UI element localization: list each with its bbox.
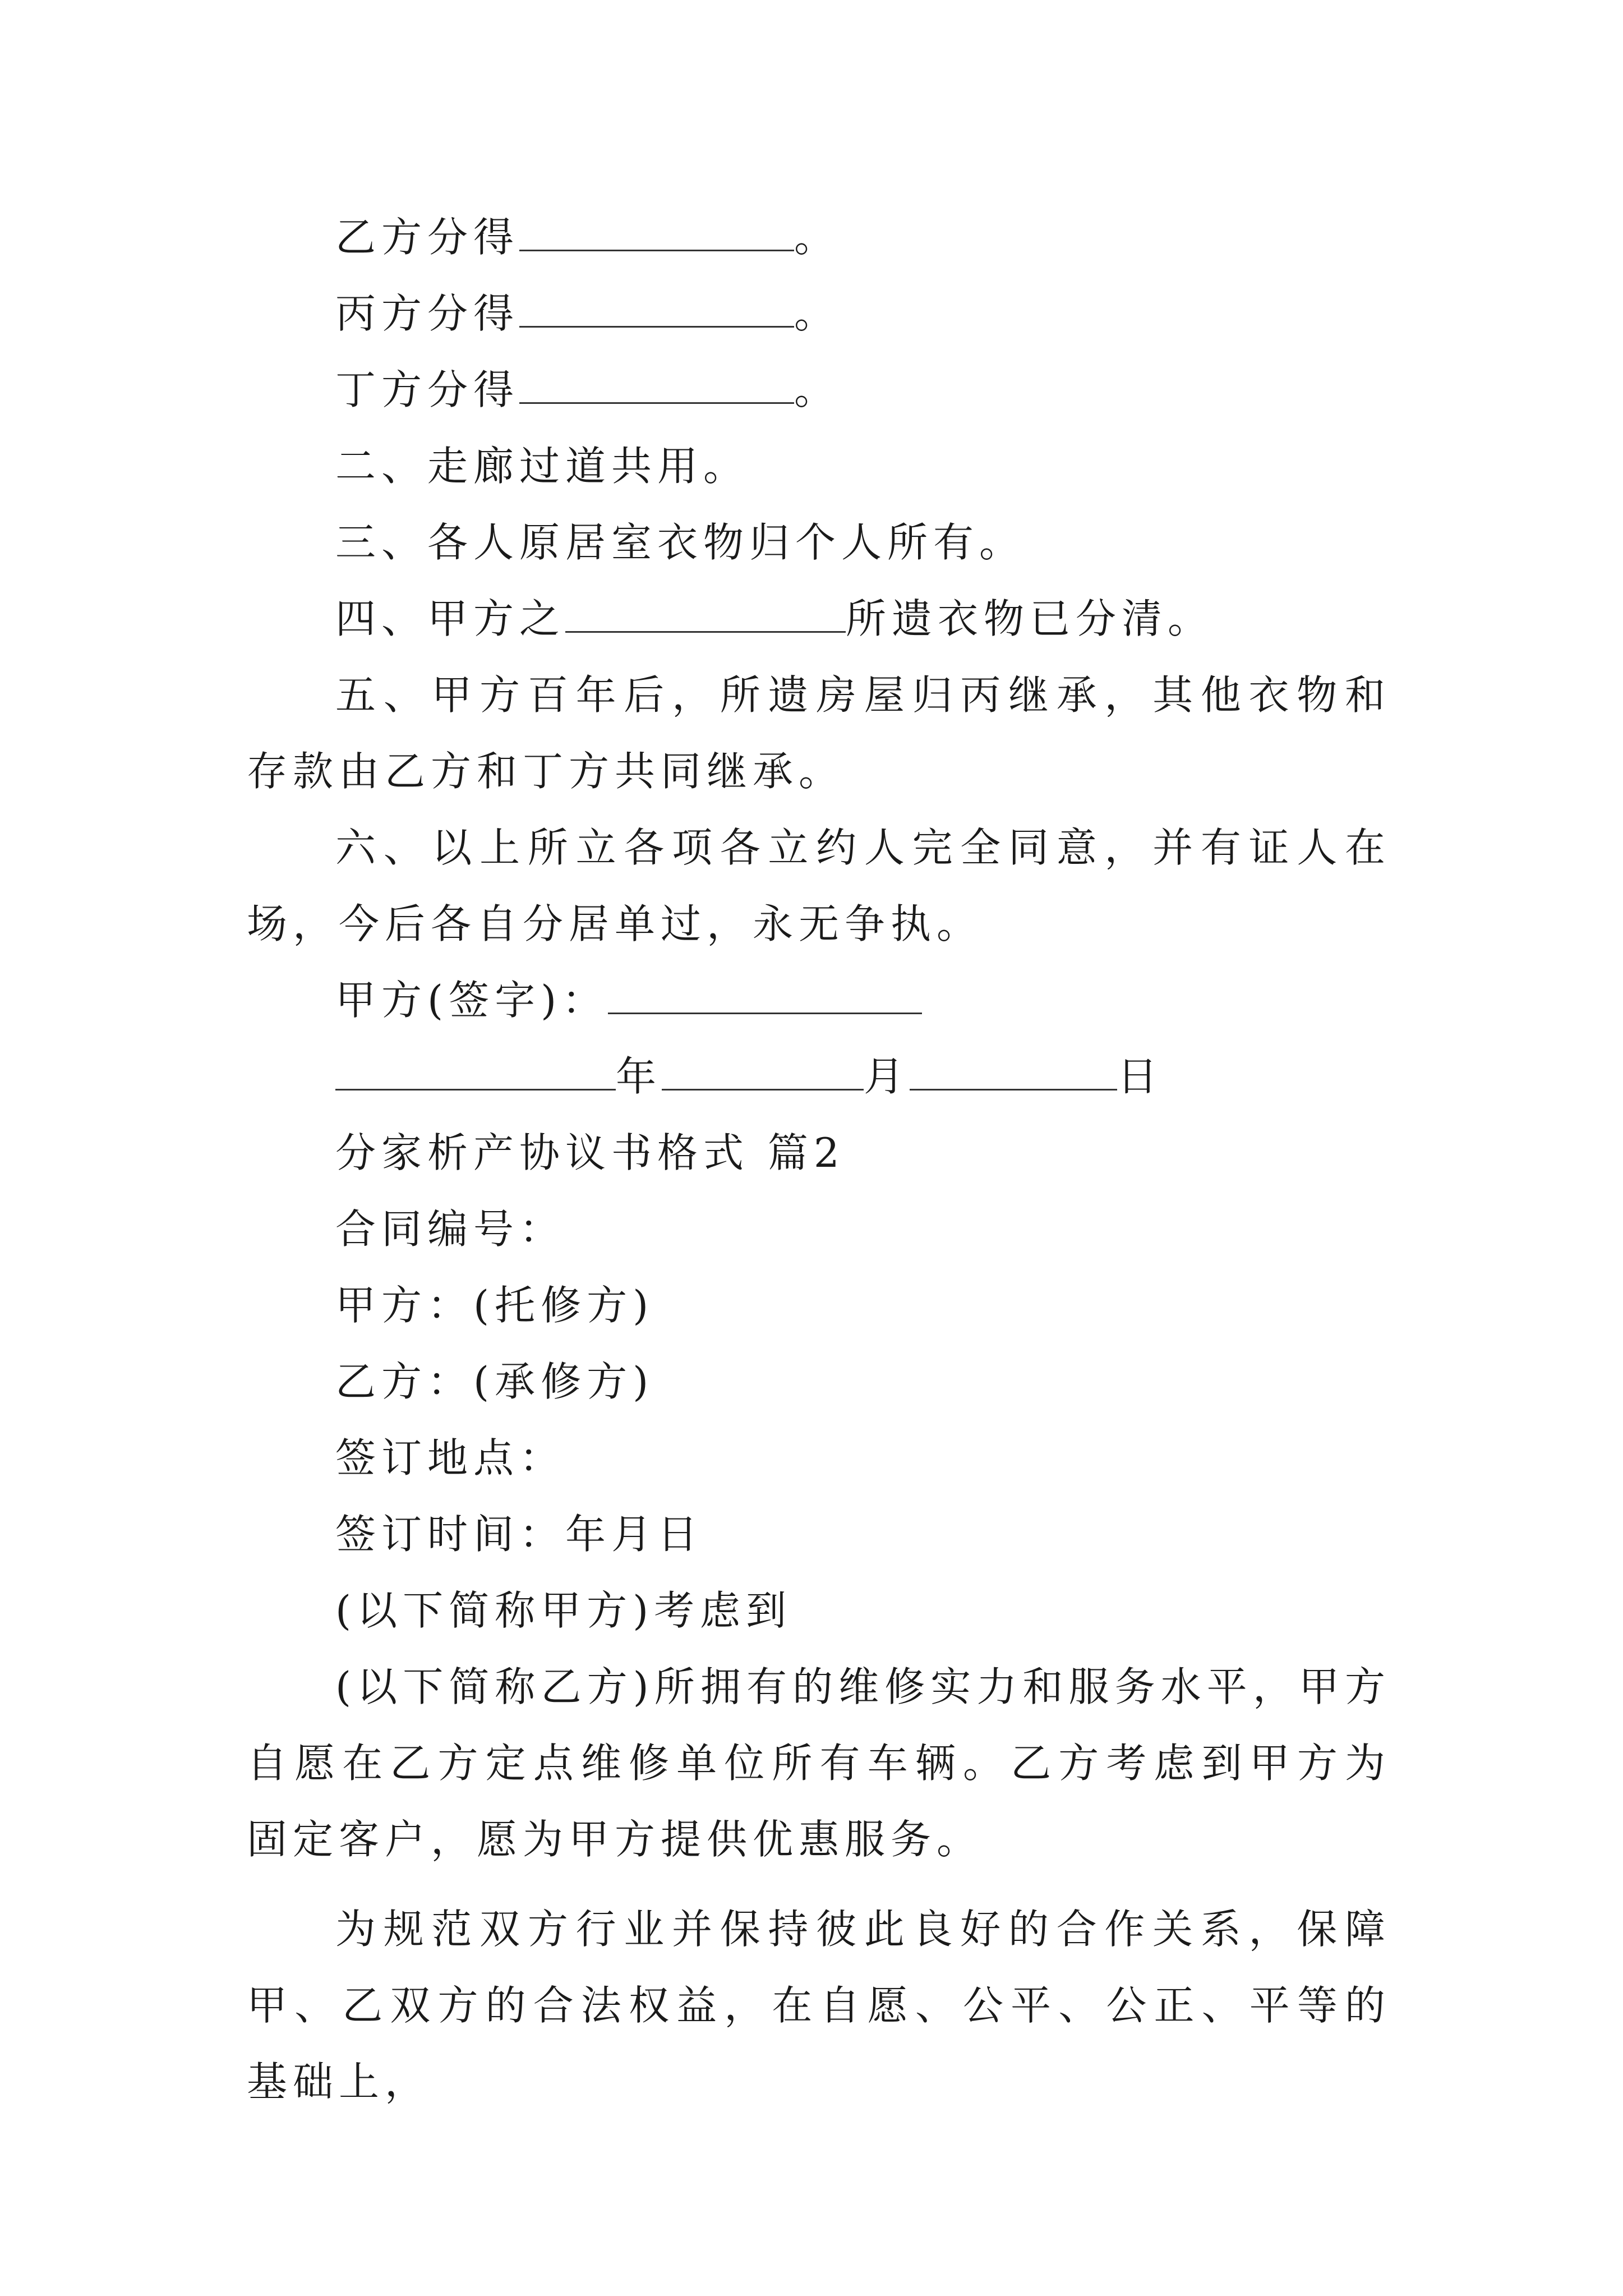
month-label: 月 <box>864 1053 910 1100</box>
sign-time: 签订时间：年月日 <box>335 1511 704 1558</box>
share-ding-line <box>247 352 1391 428</box>
party-a: 甲方：(托修方) <box>335 1282 654 1329</box>
share-bing-label: 丙方分得 <box>335 290 520 337</box>
clause-4-label: 四、甲方之 <box>335 595 566 642</box>
share-bing-blank <box>519 289 794 328</box>
clause-2: 二、走廊过道共用。 <box>335 443 750 490</box>
month-blank <box>662 1052 864 1091</box>
document-body <box>247 199 1391 2120</box>
share-ding-end: 。 <box>794 366 841 413</box>
contract-number: 合同编号： <box>335 1205 566 1253</box>
share-yi-line <box>247 199 1391 275</box>
year-label: 年 <box>616 1053 662 1100</box>
year-blank <box>335 1052 616 1091</box>
purpose-paragraph: 为规范双方行业并保持彼此良好的合作关系，保障甲、乙双方的合法权益，在自愿、公平、公正、平等的基础上， <box>247 1906 1391 2105</box>
clause-4-tail: 所遗衣物已分清。 <box>846 595 1214 642</box>
clause-5: 五、甲方百年后，所遗房屋归丙继承，其他衣物和存款由乙方和丁方共同继承。 <box>247 671 1391 795</box>
sign-jia-blank <box>608 976 922 1014</box>
share-ding-blank <box>519 365 794 404</box>
section-title: 分家析产协议书格式 篇2 <box>335 1129 845 1176</box>
clause-4 <box>247 581 1391 657</box>
day-blank <box>910 1052 1117 1091</box>
clause-3: 三、各人原居室衣物归个人所有。 <box>335 519 1026 566</box>
share-ding-label: 丁方分得 <box>335 366 520 413</box>
share-yi-label: 乙方分得 <box>335 214 520 261</box>
date-line <box>247 1038 1391 1115</box>
clause-4-blank <box>565 594 846 633</box>
party-b: 乙方：(承修方) <box>335 1358 654 1405</box>
sign-jia-line <box>247 962 1391 1038</box>
clause-6: 六、以上所立各项各立约人完全同意，并有证人在场，今后各自分居单过，永无争执。 <box>247 824 1391 947</box>
sign-jia-label: 甲方(签字)： <box>335 977 608 1024</box>
share-yi-blank <box>519 213 794 251</box>
share-bing-end: 。 <box>794 290 841 337</box>
intro-party-a: (以下简称甲方)考虑到 <box>335 1587 792 1634</box>
day-label: 日 <box>1117 1053 1164 1100</box>
sign-place: 签订地点： <box>335 1434 566 1481</box>
share-yi-end: 。 <box>794 214 841 261</box>
intro-party-b: (以下简称乙方)所拥有的维修实力和服务水平，甲方自愿在乙方定点维修单位所有车辆。乙方考虑到甲方为固定客户，愿为甲方提供优惠服务。 <box>247 1663 1391 1863</box>
share-bing-line <box>247 275 1391 352</box>
